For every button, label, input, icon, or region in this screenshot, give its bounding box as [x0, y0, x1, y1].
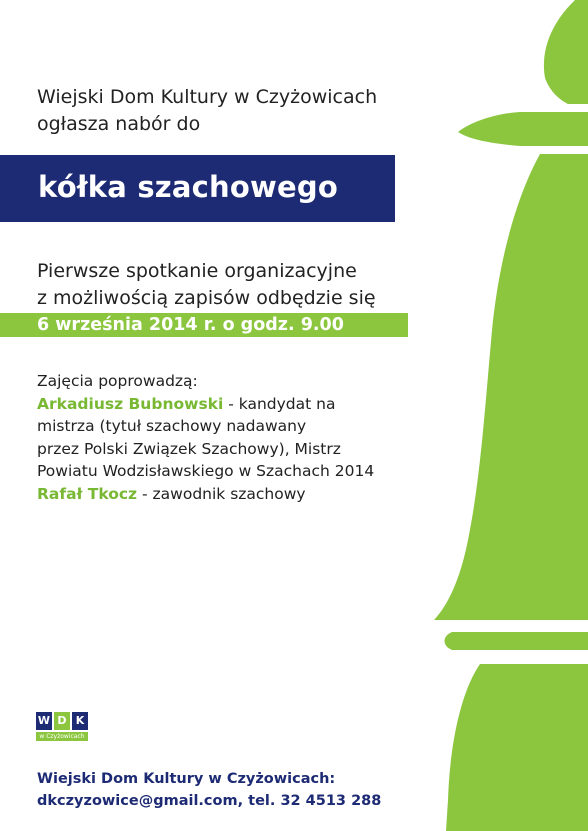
intro-line-2: ogłasza nabór do [37, 113, 201, 135]
logo-letter-k: K [72, 712, 88, 730]
leader-2-desc: - zawodnik szachowy [137, 484, 306, 503]
chess-piece-collar [458, 112, 588, 146]
leader-2 [37, 483, 374, 506]
page-title: kółka szachowego [38, 170, 338, 204]
footer-contact-line: dkczyzowice@gmail.com, tel. 32 4513 288 [37, 793, 382, 809]
wdk-logo [36, 712, 92, 744]
leader-2-name: Rafał Tkocz [37, 484, 138, 503]
logo-letter-w: W [36, 712, 52, 730]
meeting-date: 6 września 2014 r. o godz. 9.00 [37, 315, 344, 335]
logo-letter-d: D [54, 712, 70, 730]
footer-contact [37, 768, 381, 812]
intro-line-1: Wiejski Dom Kultury w Czyżowicach [37, 86, 378, 108]
meeting-line-1: Pierwsze spotkanie organizacyjne [37, 260, 357, 282]
leaders-section [37, 370, 374, 506]
leaders-heading: Zajęcia poprowadzą: [37, 372, 198, 390]
leader-1-desc: - kandydat na [223, 394, 336, 413]
leader-1 [37, 393, 374, 416]
leader-1-desc-2: mistrza (tytuł szachowy nadawany [37, 417, 307, 436]
footer-line-1: Wiejski Dom Kultury w Czyżowicach: [37, 771, 336, 787]
meeting-text [37, 258, 376, 312]
chess-piece-ring [445, 632, 588, 650]
chess-piece-body [434, 154, 588, 620]
chess-piece-base [446, 664, 588, 831]
logo-subtitle: w Czyżowicach [36, 732, 88, 741]
chess-piece-head [544, 0, 588, 104]
leader-1-desc-3: przez Polski Związek Szachowy), Mistrz [37, 439, 341, 458]
intro-text [37, 84, 377, 138]
leader-1-desc-4: Powiatu Wodzisławskiego w Szachach 2014 [37, 462, 375, 481]
meeting-line-2: z możliwością zapisów odbędzie się [37, 287, 376, 309]
leader-1-name: Arkadiusz Bubnowski [37, 394, 224, 413]
